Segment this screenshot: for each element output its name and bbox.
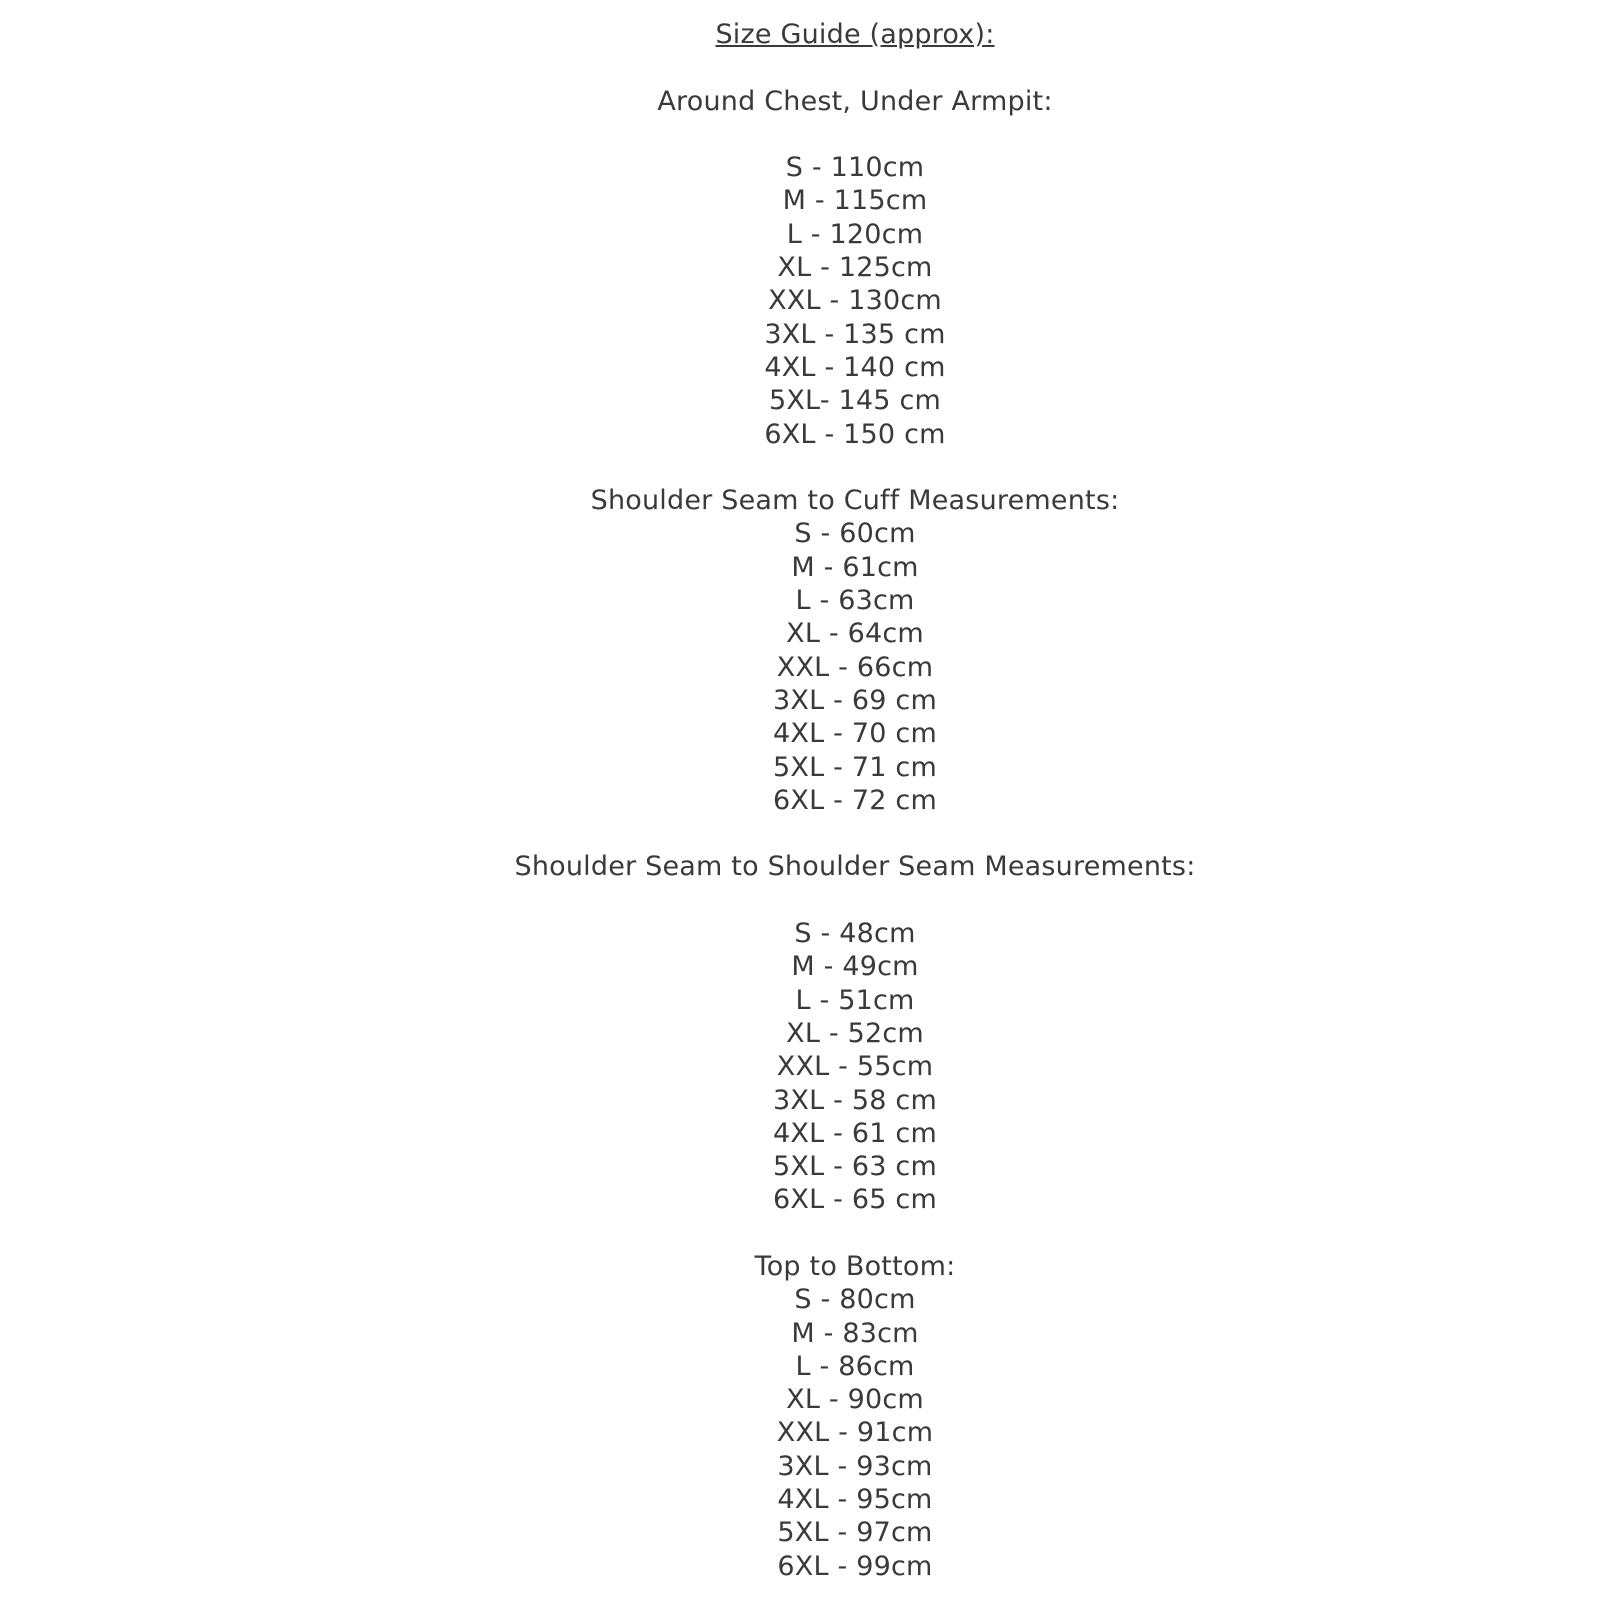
top-to-bottom-list [110, 1283, 1600, 1583]
section-shoulder-to-shoulder [110, 850, 1600, 1216]
list-item: 6XL - 72 cm [773, 784, 937, 816]
list-item: L - 51cm [795, 984, 915, 1016]
list-item: S - 60cm [794, 518, 916, 550]
list-item: S - 110cm [785, 152, 925, 184]
list-item: 4XL - 61 cm [773, 1117, 937, 1149]
list-item: 5XL- 145 cm [768, 385, 942, 417]
list-item: 6XL - 99cm [777, 1550, 933, 1582]
list-item: 4XL - 70 cm [773, 718, 937, 750]
list-item: M - 115cm [782, 185, 928, 217]
shoulder-to-shoulder-list [110, 917, 1600, 1217]
section-heading-shoulder-to-shoulder: Shoulder Seam to Shoulder Seam Measurements: [514, 851, 1196, 883]
list-item: M - 49cm [791, 951, 919, 983]
around-chest-list [110, 151, 1600, 451]
list-item: M - 83cm [791, 1317, 919, 1349]
list-item: 3XL - 58 cm [773, 1084, 937, 1116]
list-item: S - 48cm [794, 918, 916, 950]
list-item: 5XL - 97cm [777, 1517, 933, 1549]
section-shoulder-to-cuff [110, 484, 1600, 817]
list-item: 5XL - 71 cm [773, 751, 937, 783]
list-item: XL - 64cm [786, 618, 924, 650]
list-item: 6XL - 150 cm [764, 418, 946, 450]
list-item: XXL - 66cm [776, 651, 934, 683]
list-item: 4XL - 140 cm [764, 351, 946, 383]
list-item: XL - 125cm [777, 252, 933, 284]
list-item: XXL - 130cm [768, 285, 942, 317]
section-heading-shoulder-to-cuff: Shoulder Seam to Cuff Measurements: [590, 485, 1120, 517]
section-heading-around-chest: Around Chest, Under Armpit: [657, 85, 1053, 117]
list-item: L - 63cm [795, 585, 915, 617]
section-heading-top-to-bottom: Top to Bottom: [754, 1250, 956, 1282]
list-item: 6XL - 65 cm [773, 1184, 937, 1216]
list-item: XXL - 55cm [776, 1051, 934, 1083]
list-item: L - 86cm [795, 1350, 915, 1382]
list-item: 3XL - 69 cm [773, 684, 937, 716]
section-top-to-bottom [110, 1250, 1600, 1583]
list-item: 4XL - 95cm [777, 1484, 933, 1516]
list-item: M - 61cm [791, 551, 919, 583]
page-title: Size Guide (approx): [715, 19, 995, 50]
list-item: XL - 52cm [786, 1017, 924, 1049]
list-item: 5XL - 63 cm [773, 1151, 937, 1183]
list-item: 3XL - 135 cm [764, 318, 946, 350]
list-item: 3XL - 93cm [777, 1450, 933, 1482]
list-item: L - 120cm [786, 218, 924, 250]
section-around-chest [110, 85, 1600, 451]
list-item: XL - 90cm [786, 1384, 924, 1416]
list-item: S - 80cm [794, 1284, 916, 1316]
shoulder-to-cuff-list [110, 517, 1600, 817]
list-item: XXL - 91cm [776, 1417, 934, 1449]
